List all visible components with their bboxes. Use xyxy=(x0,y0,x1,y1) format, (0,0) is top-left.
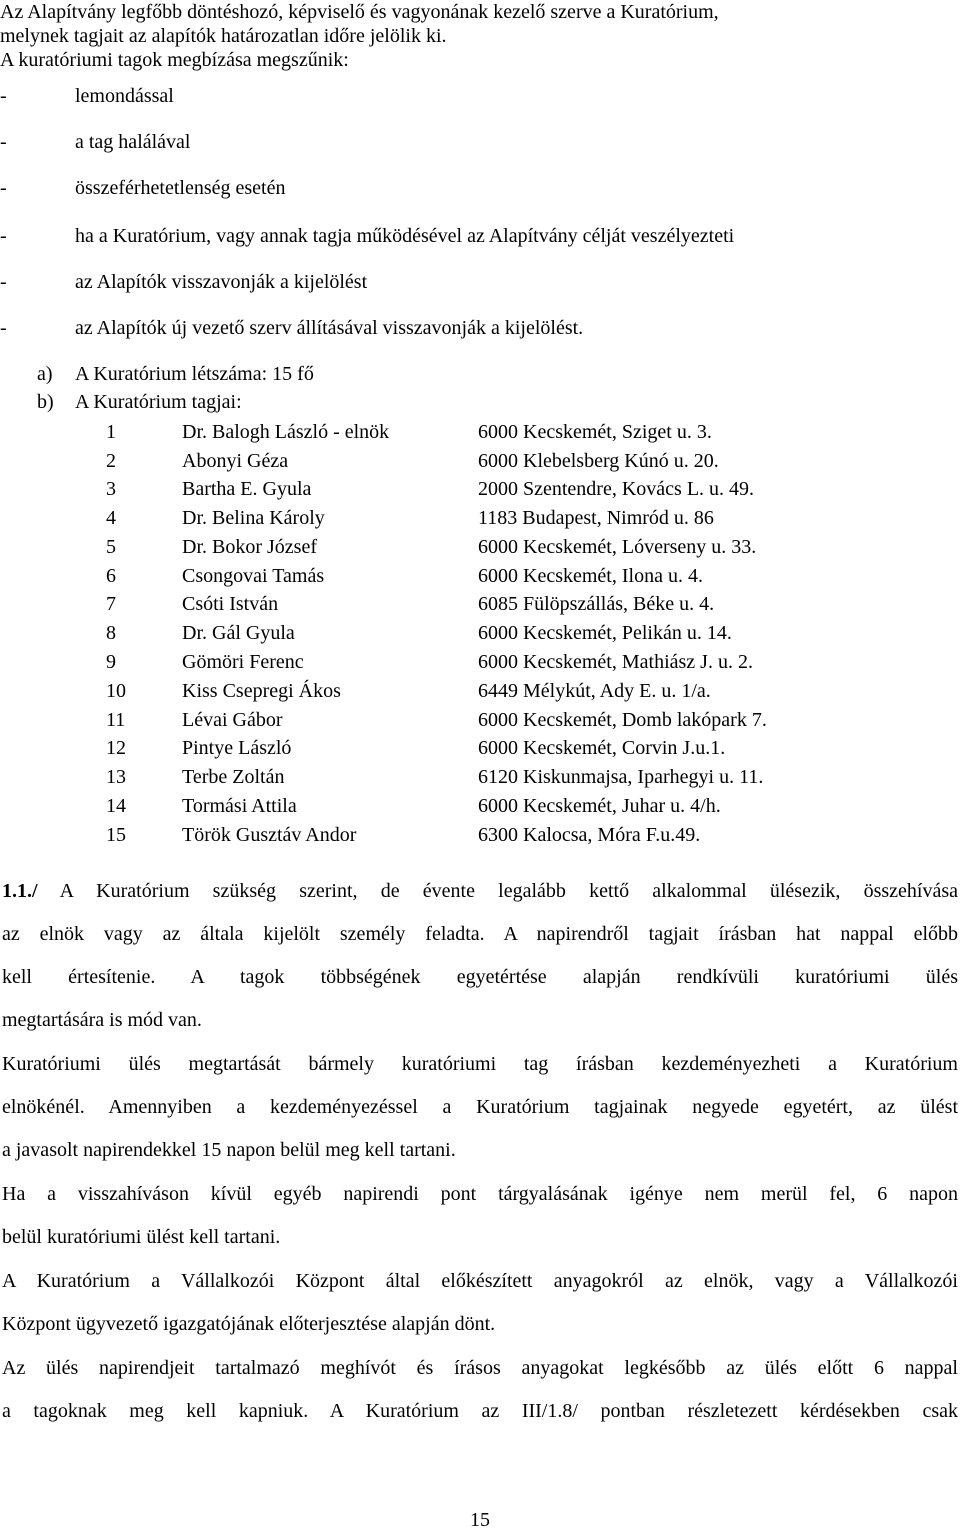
paragraph-other-agenda xyxy=(2,1173,958,1259)
list-dash: - xyxy=(0,271,7,293)
member-address: 2000 Szentendre, Kovács L. u. 49. xyxy=(478,478,755,500)
member-name: Gömöri Ferenc xyxy=(182,651,304,673)
member-number: 13 xyxy=(106,766,126,788)
member-name: Tormási Attila xyxy=(182,795,297,817)
sub-item-label: b) xyxy=(37,391,54,413)
paragraph-line: kell értesítenie. A tagok többségének egyetértése alapján rendkívüli kuratóriumi ülés xyxy=(2,966,958,988)
section-number: 1.1./ xyxy=(2,880,38,902)
member-number: 11 xyxy=(106,709,126,731)
paragraph-invitation xyxy=(2,1347,958,1433)
member-address: 6000 Kecskemét, Juhar u. 4/h. xyxy=(478,795,721,817)
intro-line: melynek tagjait az alapítók határozatlan időre jelölik ki. xyxy=(0,25,447,47)
intro-line: Az Alapítvány legfőbb döntéshozó, képviselő és vagyonának kezelő szerve a Kuratórium, xyxy=(0,1,719,23)
table-row xyxy=(0,823,960,847)
sub-item-text: A Kuratórium létszáma: 15 fő xyxy=(75,363,314,385)
member-address: 6000 Kecskemét, Pelikán u. 14. xyxy=(478,622,732,644)
member-name: Dr. Belina Károly xyxy=(182,507,325,529)
list-dash: - xyxy=(0,225,7,247)
paragraph-line: A Kuratórium a Vállalkozói Központ által előkészített anyagokról az elnök, vagy a Vállalkozói xyxy=(2,1270,958,1292)
member-number: 1 xyxy=(106,421,116,443)
intro-line: A kuratóriumi tagok megbízása megszűnik: xyxy=(0,49,349,71)
table-row xyxy=(0,449,960,473)
member-address: 6120 Kiskunmajsa, Iparhegyi u. 11. xyxy=(478,766,764,788)
table-row xyxy=(0,535,960,559)
member-address: 6000 Klebelsberg Kúnó u. 20. xyxy=(478,450,719,472)
paragraph-line xyxy=(2,870,958,913)
list-dash: - xyxy=(0,317,7,339)
paragraph-meeting-frequency xyxy=(2,870,958,1042)
member-number: 15 xyxy=(106,824,126,846)
paragraph-line: Kuratóriumi ülés megtartását bármely kuratóriumi tag írásban kezdeményezheti a Kuratórium xyxy=(2,1053,958,1075)
list-item-text: az Alapítók visszavonják a kijelölést xyxy=(75,271,368,293)
paragraph-line: az elnök vagy az általa kijelölt személy feladta. A napirendről tagjait írásban hat nappal előbb xyxy=(2,923,958,945)
list-dash: - xyxy=(0,177,7,199)
member-number: 9 xyxy=(106,651,116,673)
table-row xyxy=(0,650,960,674)
member-name: Dr. Balogh László - elnök xyxy=(182,421,390,443)
table-row xyxy=(0,679,960,703)
sub-item-label: a) xyxy=(37,363,53,385)
table-row xyxy=(0,592,960,616)
member-name: Pintye László xyxy=(182,737,292,759)
member-number: 4 xyxy=(106,507,116,529)
member-name: Dr. Gál Gyula xyxy=(182,622,295,644)
paragraph-line: Központ ügyvezető igazgatójának előterjesztése alapján dönt. xyxy=(2,1313,496,1335)
table-row xyxy=(0,765,960,789)
member-name: Dr. Bokor József xyxy=(182,536,317,558)
member-address: 6449 Mélykút, Ady E. u. 1/a. xyxy=(478,680,711,702)
member-address: 6000 Kecskemét, Domb lakópark 7. xyxy=(478,709,767,731)
member-number: 7 xyxy=(106,593,116,615)
member-address: 6000 Kecskemét, Mathiász J. u. 2. xyxy=(478,651,753,673)
table-row xyxy=(0,708,960,732)
paragraph-text: A Kuratórium szükség szerint, de évente legalább kettő alkalommal ülésezik, összehívása xyxy=(59,880,958,902)
paragraph-line: a javasolt napirendekkel 15 napon belül meg kell tartani. xyxy=(2,1139,456,1161)
paragraph-line: megtartására is mód van. xyxy=(2,1009,202,1031)
member-name: Terbe Zoltán xyxy=(182,766,285,788)
table-row xyxy=(0,564,960,588)
member-number: 5 xyxy=(106,536,116,558)
intro-text xyxy=(0,0,719,72)
member-number: 3 xyxy=(106,478,116,500)
member-name: Abonyi Géza xyxy=(182,450,289,472)
member-address: 6000 Kecskemét, Sziget u. 3. xyxy=(478,421,712,443)
member-number: 8 xyxy=(106,622,116,644)
list-item-text: lemondással xyxy=(75,85,174,107)
table-row xyxy=(0,420,960,444)
member-number: 6 xyxy=(106,565,116,587)
page-number: 15 xyxy=(470,1509,490,1531)
member-name: Török Gusztáv Andor xyxy=(182,824,357,846)
paragraph-line: a tagoknak meg kell kapniuk. A Kuratórium az III/1.8/ pontban részletezett kérdésekben csak xyxy=(2,1400,958,1422)
member-address: 6085 Fülöpszállás, Béke u. 4. xyxy=(478,593,715,615)
list-item-text: az Alapítók új vezető szerv állításával visszavonják a kijelölést. xyxy=(75,317,584,339)
member-address: 6000 Kecskemét, Corvin J.u.1. xyxy=(478,737,726,759)
member-number: 10 xyxy=(106,680,126,702)
paragraph-line: belül kuratóriumi ülést kell tartani. xyxy=(2,1226,281,1248)
member-address: 6300 Kalocsa, Móra F.u.49. xyxy=(478,824,701,846)
paragraph-decisions xyxy=(2,1260,958,1346)
table-row xyxy=(0,506,960,530)
table-row xyxy=(0,736,960,760)
table-row xyxy=(0,477,960,501)
list-item-text: a tag halálával xyxy=(75,131,191,153)
member-name: Lévai Gábor xyxy=(182,709,283,731)
paragraph-meeting-initiation xyxy=(2,1043,958,1172)
member-name: Kiss Csepregi Ákos xyxy=(182,680,341,702)
list-item-text: összeférhetetlenség esetén xyxy=(75,177,286,199)
member-address: 6000 Kecskemét, Lóverseny u. 33. xyxy=(478,536,757,558)
table-row xyxy=(0,621,960,645)
table-row xyxy=(0,794,960,818)
sub-item-text: A Kuratórium tagjai: xyxy=(75,391,242,413)
paragraph-line: Az ülés napirendjeit tartalmazó meghívót és írásos anyagokat legkésőbb az ülés előtt 6 nappal xyxy=(2,1357,958,1379)
member-name: Bartha E. Gyula xyxy=(182,478,312,500)
list-dash: - xyxy=(0,131,7,153)
paragraph-line: elnökénél. Amennyiben a kezdeményezéssel a Kuratórium tagjainak negyede egyetért, az ülést xyxy=(2,1096,958,1118)
list-item-text: ha a Kuratórium, vagy annak tagja működésével az Alapítvány célját veszélyezteti xyxy=(75,225,735,247)
member-number: 12 xyxy=(106,737,126,759)
member-number: 14 xyxy=(106,795,126,817)
paragraph-line: Ha a visszahíváson kívül egyéb napirendi pont tárgyalásának igénye nem merül fel, 6 napon xyxy=(2,1183,958,1205)
member-address: 6000 Kecskemét, Ilona u. 4. xyxy=(478,565,703,587)
member-address: 1183 Budapest, Nimród u. 86 xyxy=(478,507,714,529)
list-dash: - xyxy=(0,85,7,107)
member-name: Csongovai Tamás xyxy=(182,565,325,587)
member-name: Csóti István xyxy=(182,593,279,615)
member-number: 2 xyxy=(106,450,116,472)
